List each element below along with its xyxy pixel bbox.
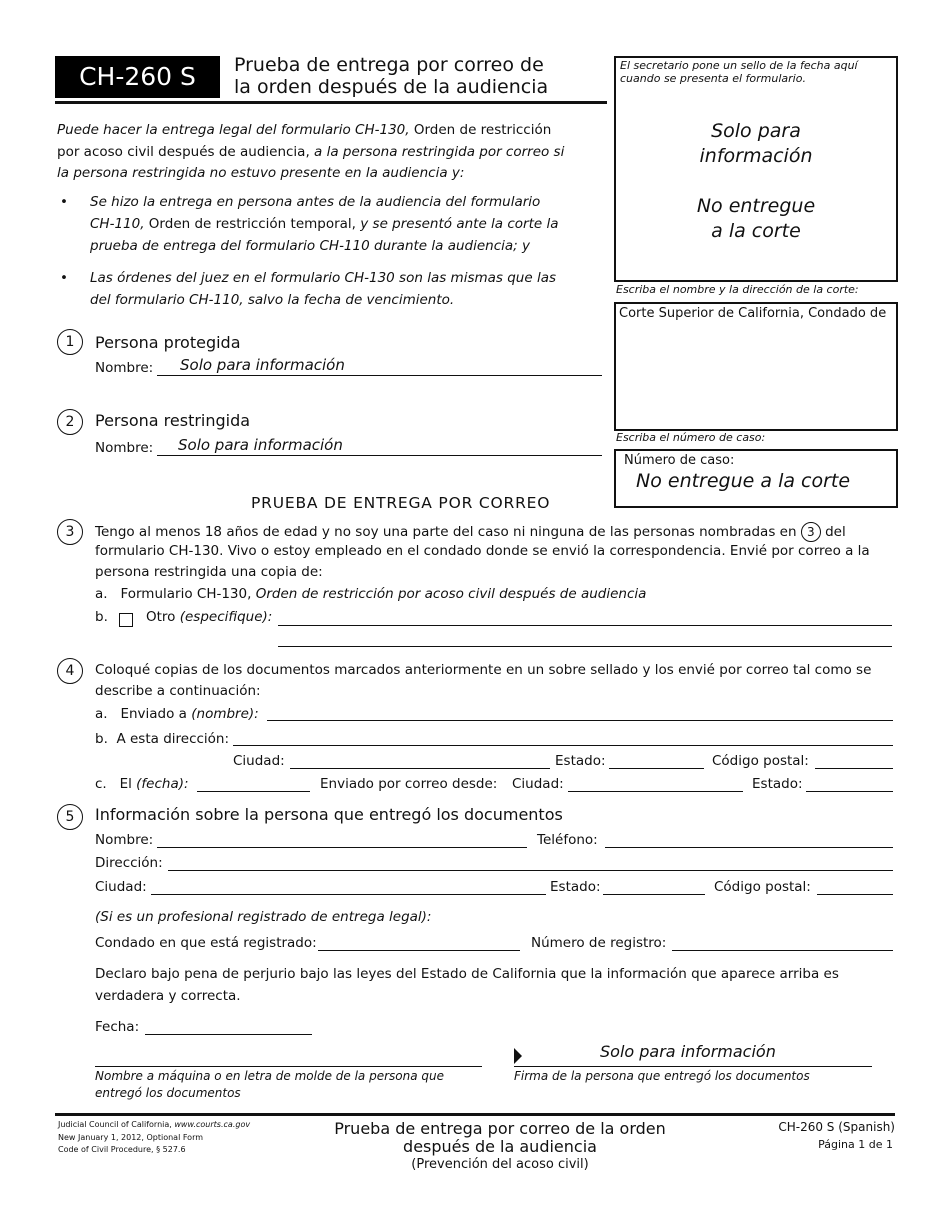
bullet-2: • [60, 270, 68, 286]
info-only-line1: Solo para [711, 120, 801, 142]
server-phone-field[interactable] [605, 847, 893, 848]
s4-city-field[interactable] [290, 768, 550, 769]
case-number-value: No entregue a la corte [636, 470, 851, 492]
declaration-date-field[interactable] [145, 1034, 312, 1035]
footer-council-url: www.courts.ca.gov [171, 1120, 251, 1129]
no-deliver-line2: a la corte [711, 220, 801, 242]
footer-rule [55, 1113, 895, 1116]
intro-line1 [57, 122, 551, 138]
s4b-text: A esta dirección: [116, 731, 230, 747]
server-address-field[interactable] [168, 870, 893, 871]
intro-l1a: Puede hacer la entrega legal del formulario CH-130, [57, 122, 410, 138]
court-name: Corte Superior de California, Condado de [619, 306, 887, 321]
s3a-italic: Orden de restricción por acoso civil después de audiencia [251, 586, 647, 602]
s4c-letter: c. [95, 776, 107, 792]
other-specify-field-1[interactable] [278, 625, 892, 626]
footer-form-id: CH-260 S (Spanish) [778, 1120, 895, 1134]
s5-name-label: Nombre: [95, 832, 154, 848]
printed-name-caption-2: entregó los documentos [95, 1086, 241, 1100]
s5-county-label: Condado en que está registrado: [95, 935, 317, 951]
registered-county-field[interactable] [318, 950, 520, 951]
other-specify-field-2[interactable] [278, 646, 892, 647]
b1-l2c: y se presentó ante la corte la [355, 216, 559, 232]
info-only-line2: información [699, 145, 813, 167]
s4b-letter: b. [95, 731, 108, 747]
s4a-letter: a. [95, 706, 108, 722]
form-code-badge: CH-260 S [55, 56, 220, 98]
s3b-text: Otro [146, 609, 176, 625]
footer-council [58, 1120, 250, 1129]
server-name-field[interactable] [157, 847, 527, 848]
printed-name-field[interactable] [95, 1066, 482, 1067]
intro-line3: la persona restringida no estuvo presente en la audiencia y: [57, 165, 465, 181]
intro-l1b: Orden de restricción [409, 122, 552, 138]
form-title-line2: la orden después de la audiencia [234, 76, 549, 98]
section1-name-label: Nombre: [95, 360, 154, 376]
b1-l2a: CH-110, [90, 216, 145, 232]
clerk-note-line1: El secretario pone un sello de la fecha aquí [620, 59, 858, 72]
footer-code: Code of Civil Procedure, § 527.6 [58, 1145, 186, 1154]
s3-l1-end: del [825, 524, 846, 540]
s3a-letter: a. [95, 586, 108, 602]
s4a-text: Enviado a [120, 706, 187, 722]
bullet1-line1: Se hizo la entrega en persona antes de la audiencia del formulario [90, 194, 541, 210]
no-deliver-line1: No entregue [696, 195, 816, 217]
section2-name-value: Solo para información [178, 436, 343, 454]
signature-value: Solo para información [600, 1042, 776, 1061]
case-number-box[interactable] [614, 449, 898, 508]
intro-line2 [57, 144, 564, 160]
s4-state2-field[interactable] [806, 791, 893, 792]
s5-zip-label: Código postal: [714, 879, 811, 895]
s5-city-label: Ciudad: [95, 879, 147, 895]
section4-number: 4 [57, 658, 83, 684]
s4c-italic: (fecha): [131, 776, 189, 792]
signature-field[interactable] [514, 1066, 872, 1067]
section2-title: Persona restringida [95, 411, 251, 430]
section1-number: 1 [57, 329, 83, 355]
s4-state2-label: Estado: [752, 776, 803, 792]
bullet2-line1: Las órdenes del juez en el formulario CH-130 son las mismas que las [90, 270, 557, 286]
section3-line1 [95, 522, 846, 542]
footer-council-name: Judicial Council of California, [58, 1120, 172, 1129]
mailed-address-field[interactable] [233, 745, 893, 746]
registration-number-field[interactable] [672, 950, 893, 951]
s4-state-field[interactable] [609, 768, 704, 769]
section2-number: 2 [57, 409, 83, 435]
intro-l2a: por acoso civil después de audiencia, [57, 144, 310, 160]
footer-title-2: después de la audiencia [403, 1137, 597, 1156]
server-zip-field[interactable] [817, 894, 893, 895]
section3-line3: persona restringida una copia de: [95, 564, 323, 580]
proof-heading: PRUEBA DE ENTREGA POR CORREO [251, 494, 551, 512]
header-rule [55, 101, 607, 104]
bullet2-line2: del formulario CH-110, salvo la fecha de vencimiento. [90, 292, 455, 308]
s4-state-label: Estado: [555, 753, 606, 769]
mailed-to-name-field[interactable] [267, 720, 893, 721]
footer-revised: New January 1, 2012, Optional Form [58, 1133, 204, 1142]
clerk-stamp-box [614, 56, 898, 282]
s4-city2-label: Ciudad: [512, 776, 564, 792]
s5-date-label: Fecha: [95, 1019, 140, 1035]
clerk-note-line2: cuando se presenta el formulario. [620, 72, 806, 85]
section4-c [95, 776, 189, 792]
s5-address-label: Dirección: [95, 855, 163, 871]
bullet-1: • [60, 194, 68, 210]
case-number-label: Número de caso: [624, 453, 735, 468]
s4a-italic: (nombre): [186, 706, 259, 722]
section1-name-value: Solo para información [180, 356, 345, 374]
s3-l1-text: Tengo al menos 18 años de edad y no soy una parte del caso ni ninguna de las personas nombradas en [95, 524, 797, 540]
other-checkbox[interactable] [119, 613, 133, 627]
s3a-text: Formulario CH-130, [120, 586, 252, 602]
footer-title-1: Prueba de entrega por correo de la orden [334, 1119, 666, 1138]
section3-number: 3 [57, 519, 83, 545]
s5-regnum-label: Número de registro: [531, 935, 667, 951]
s4c-text: El [119, 776, 132, 792]
declaration-line1: Declaro bajo pena de perjurio bajo las leyes del Estado de California que la información que aparece arriba es [95, 966, 839, 982]
signature-caption: Firma de la persona que entregó los documentos [514, 1069, 810, 1083]
section3-line2: formulario CH-130. Vivo o estoy empleado en el condado donde se envió la correspondencia. Envié por correo a la [95, 543, 870, 559]
s4-city2-field[interactable] [568, 791, 743, 792]
form-title-line1: Prueba de entrega por correo de [234, 54, 544, 76]
mailed-from-label: Enviado por correo desde: [320, 776, 498, 792]
section5-number: 5 [57, 804, 83, 830]
section4-b [95, 731, 229, 747]
section1-name-field[interactable] [157, 375, 602, 376]
s3-ref-number: 3 [801, 522, 821, 542]
section4-a [95, 706, 259, 722]
s5-state-label: Estado: [550, 879, 601, 895]
sign-arrow-icon [514, 1048, 522, 1064]
court-address-box[interactable] [614, 302, 898, 431]
section1-title: Persona protegida [95, 333, 241, 352]
s3b-label [146, 609, 272, 625]
b1-l2b: Orden de restricción temporal, [144, 216, 356, 232]
court-caption: Escriba el nombre y la dirección de la corte: [616, 283, 859, 296]
s4-zip-label: Código postal: [712, 753, 809, 769]
s3b-letter: b. [95, 609, 108, 625]
intro-l2b: a la persona restringida por correo si [309, 144, 565, 160]
server-city-field[interactable] [151, 894, 546, 895]
bullet1-line2 [90, 216, 559, 232]
section2-name-field[interactable] [157, 455, 602, 456]
footer-page: Página 1 de 1 [818, 1138, 893, 1151]
section4-line1: Coloqué copias de los documentos marcados anteriormente en un sobre sellado y los envié por correo tal como se [95, 662, 872, 678]
section2-name-label: Nombre: [95, 440, 154, 456]
footer-title-3: (Prevención del acoso civil) [411, 1157, 589, 1172]
declaration-line2: verdadera y correcta. [95, 988, 241, 1004]
mail-date-field[interactable] [197, 791, 310, 792]
section4-line2: describe a continuación: [95, 683, 261, 699]
registered-note: (Si es un profesional registrado de entrega legal): [95, 909, 432, 925]
s4-zip-field[interactable] [815, 768, 893, 769]
bullet1-line3: prueba de entrega del formulario CH-110 durante la audiencia; y [90, 238, 530, 254]
printed-name-caption-1: Nombre a máquina o en letra de molde de la persona que [95, 1069, 444, 1083]
server-state-field[interactable] [603, 894, 705, 895]
section5-title: Información sobre la persona que entregó los documentos [95, 805, 563, 824]
case-caption: Escriba el número de caso: [616, 431, 766, 444]
s4-city-label: Ciudad: [233, 753, 285, 769]
section3-a [95, 586, 646, 602]
s5-phone-label: Teléfono: [537, 832, 598, 848]
s3b-italic: (especifique): [175, 609, 273, 625]
